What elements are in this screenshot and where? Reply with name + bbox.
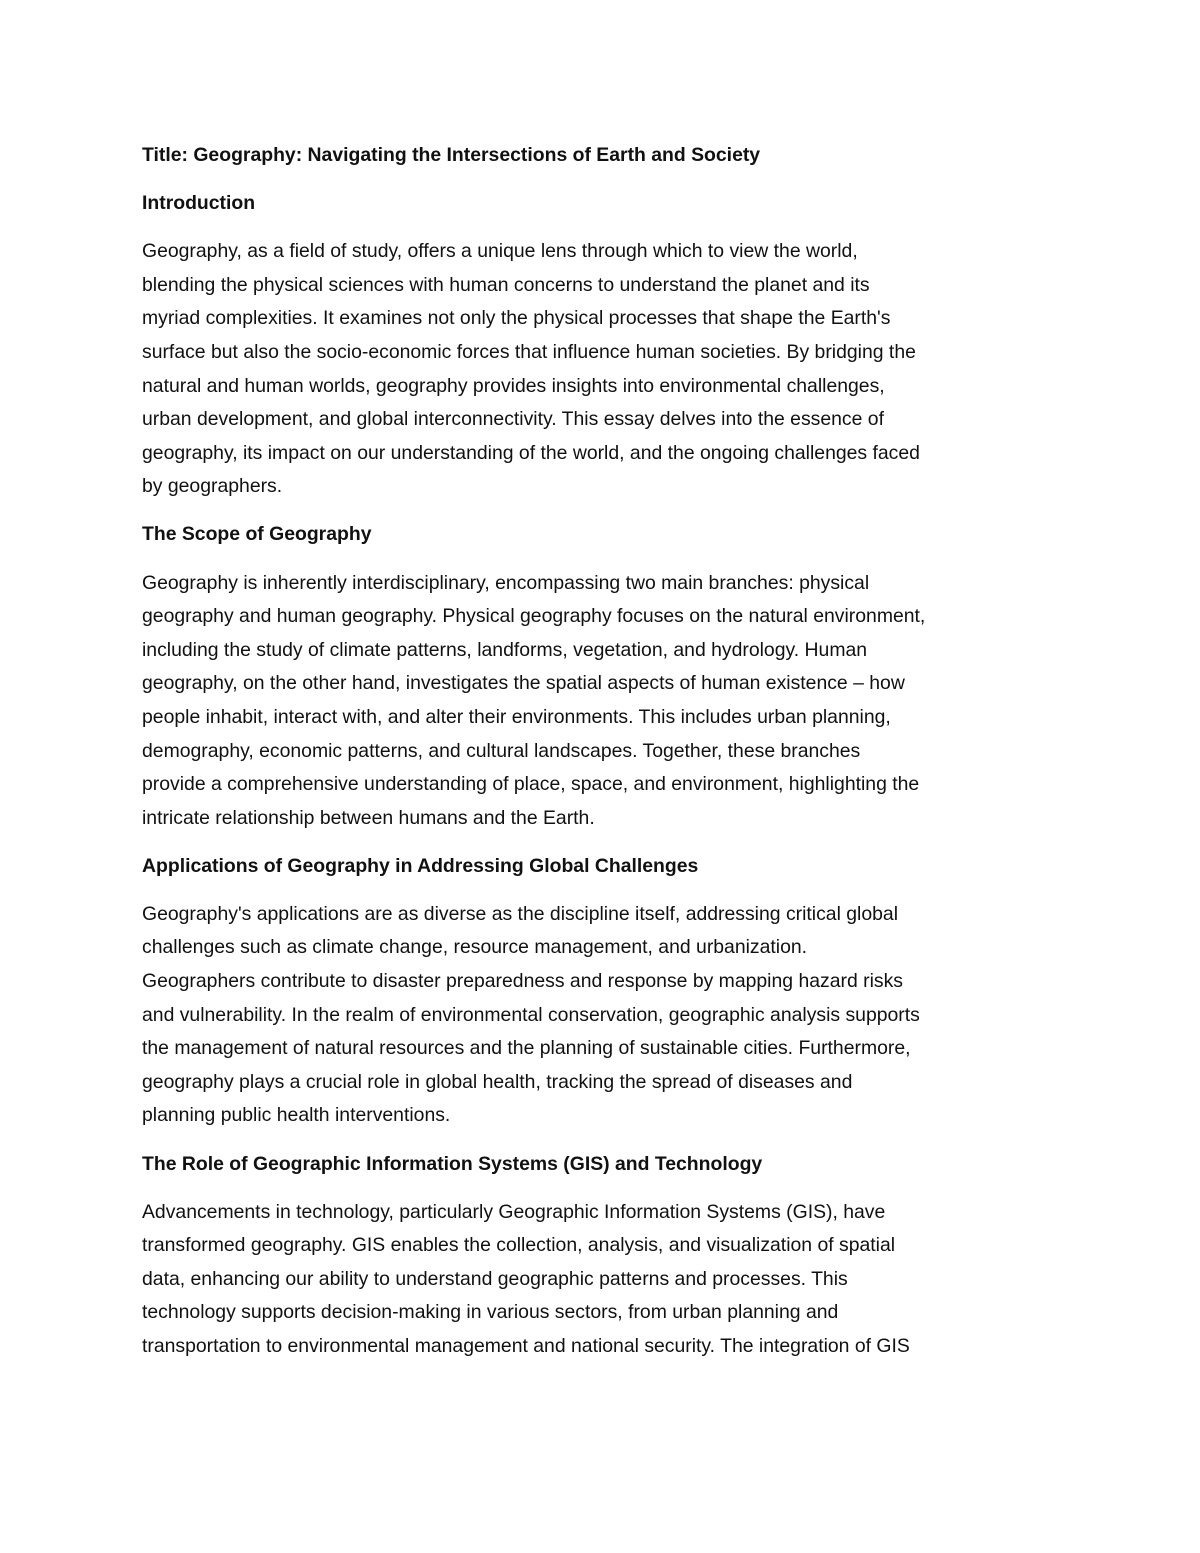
paragraph-line: planning public health interventions. (142, 1104, 451, 1127)
section-heading: The Scope of Geography (142, 523, 372, 546)
paragraph-line: intricate relationship between humans and the Earth. (142, 806, 595, 829)
paragraph-line: and vulnerability. In the realm of environmental conservation, geographic analysis supports (142, 1003, 920, 1026)
document-body (142, 187, 1072, 1364)
paragraph-line: people inhabit, interact with, and alter their environments. This includes urban planning, (142, 705, 891, 728)
paragraph-line: Geography is inherently interdisciplinary, encompassing two main branches: physical (142, 571, 870, 594)
paragraph-line: Geographers contribute to disaster preparedness and response by mapping hazard risks (142, 970, 903, 993)
section-paragraph (142, 898, 1072, 1133)
section-heading: The Role of Geographic Information Systems (GIS) and Technology (142, 1152, 763, 1175)
document-title: Title: Geography: Navigating the Intersections of Earth and Society (142, 144, 761, 166)
paragraph-line: geography, on the other hand, investigates the spatial aspects of human existence – how (142, 672, 905, 695)
paragraph-line: geography, its impact on our understanding of the world, and the ongoing challenges faced (142, 441, 920, 464)
paragraph-line: myriad complexities. It examines not only the physical processes that shape the Earth's (142, 307, 891, 330)
document-page (142, 139, 1072, 1378)
paragraph-line: geography and human geography. Physical geography focuses on the natural environment, (142, 605, 926, 628)
section-paragraph (142, 1196, 1072, 1364)
paragraph-line: Advancements in technology, particularly Geographic Information Systems (GIS), have (142, 1200, 886, 1223)
paragraph-line: Geography's applications are as diverse as the discipline itself, addressing critical global (142, 902, 899, 925)
paragraph-line: transformed geography. GIS enables the collection, analysis, and visualization of spatial (142, 1234, 896, 1257)
paragraph-line: including the study of climate patterns, landforms, vegetation, and hydrology. Human (142, 638, 868, 661)
paragraph-line: provide a comprehensive understanding of place, space, and environment, highlighting the (142, 773, 920, 796)
paragraph-line: surface but also the socio-economic forces that influence human societies. By bridging the (142, 340, 916, 363)
paragraph-line: blending the physical sciences with human concerns to understand the planet and its (142, 273, 870, 296)
paragraph-line: transportation to environmental management and national security. The integration of GIS (142, 1335, 910, 1357)
section-paragraph (142, 567, 1072, 836)
paragraph-line: challenges such as climate change, resource management, and urbanization. (142, 936, 808, 959)
section-heading: Introduction (142, 192, 256, 215)
section-paragraph (142, 235, 1072, 504)
paragraph-line: natural and human worlds, geography provides insights into environmental challenges, (142, 374, 885, 397)
paragraph-line: technology supports decision-making in various sectors, from urban planning and (142, 1301, 839, 1324)
paragraph-line: the management of natural resources and the planning of sustainable cities. Furthermore, (142, 1037, 911, 1060)
paragraph-line: Geography, as a field of study, offers a unique lens through which to view the world, (142, 240, 858, 263)
paragraph-line: data, enhancing our ability to understand geographic patterns and processes. This (142, 1267, 848, 1290)
section-heading: Applications of Geography in Addressing Global Challenges (142, 854, 699, 877)
paragraph-line: geography plays a crucial role in global health, tracking the spread of diseases and (142, 1070, 853, 1093)
paragraph-line: urban development, and global interconnectivity. This essay delves into the essence of (142, 408, 884, 431)
paragraph-line: by geographers. (142, 475, 283, 498)
paragraph-line: demography, economic patterns, and cultural landscapes. Together, these branches (142, 739, 861, 762)
